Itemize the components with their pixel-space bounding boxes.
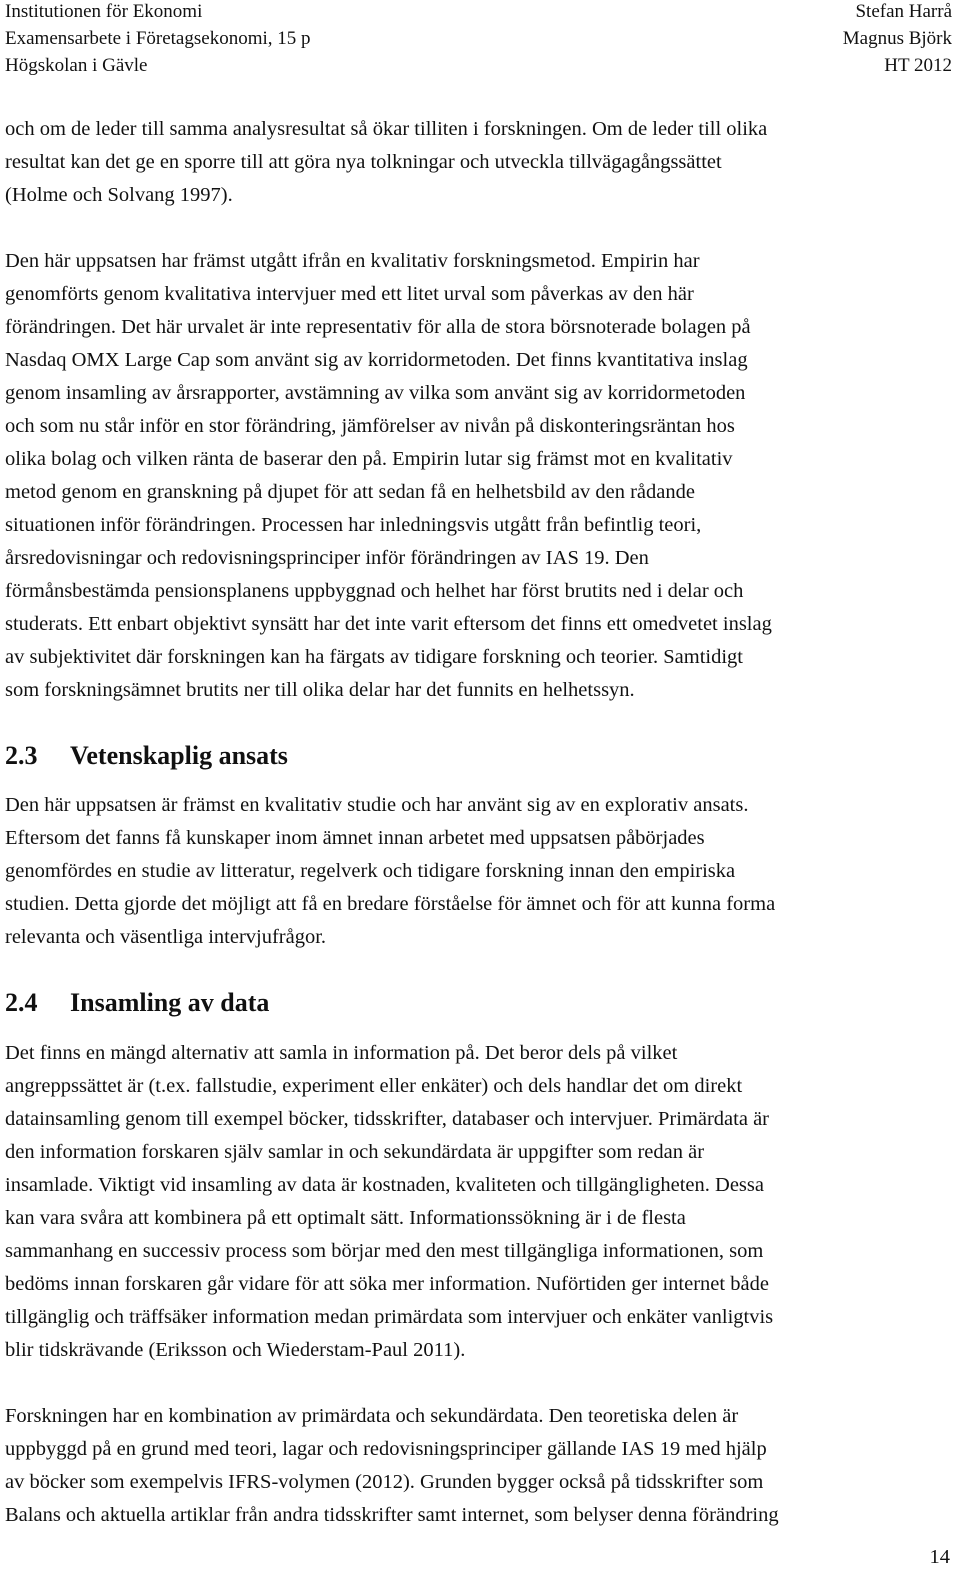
header-left-block xyxy=(5,0,311,79)
section-number: 2.3 xyxy=(5,741,38,770)
paragraph-scientific-approach: Den här uppsatsen är främst en kvalitativ studie och har använt sig av en explorativ ansats. Eftersom det fanns få kunskaper inom ämnet innan arbetet med uppsatsen påbörjades genomfördes en studie av litteratur, regelverk och tidigare forskning innan den empiriska studien. Detta gjorde det möjligt att få en bredare förståelse för ämnet och för att kunna forma relevanta och väsentliga intervjufrågor. xyxy=(5,794,776,948)
page-body xyxy=(5,113,950,1532)
header-university: Högskolan i Gävle xyxy=(5,55,148,76)
header-right-block xyxy=(843,0,952,79)
header-course: Examensarbete i Företagsekonomi, 15 p xyxy=(5,28,311,49)
section-heading-2-4 xyxy=(5,985,950,1021)
page-header xyxy=(0,0,952,82)
paragraph-continuation: och om de leder till samma analysresultat så ökar tilliten i forskningen. Om de leder till olika resultat kan det ge en sporre till att göra nya tolkningar och utveckla tillvägagångssättet (Holme och Solvang 1997). xyxy=(5,118,768,206)
section-title: Insamling av data xyxy=(70,988,270,1017)
section-heading-2-3 xyxy=(5,738,950,774)
header-author-1: Stefan Harrå xyxy=(855,1,952,22)
header-author-2: Magnus Björk xyxy=(842,28,952,49)
paragraph-primary-secondary-data: Forskningen har en kombination av primärdata och sekundärdata. Den teoretiska delen är uppbyggd på en grund med teori, lagar och redovisningsprinciper gällande IAS 19 med hjälp av böcker som exempelvis IFRS-volymen (2012). Grunden bygger också på tidsskrifter som Balans och aktuella artiklar från andra tidsskrifter samt internet, som belyser denna förändring xyxy=(5,1405,779,1526)
paragraph-data-collection: Det finns en mängd alternativ att samla in information på. Det beror dels på vilket angreppssättet är (t.ex. fallstudie, experiment eller enkäter) och dels handlar det om direkt datainsamling genom till exempel böcker, tidsskrifter, databaser och intervjuer. Primärdata är den information forskaren själv samlar in och sekundärdata är uppgifter som redan är insamlade. Viktigt vid insamling av data är kostnaden, kvaliteten och tillgängligheten. Dessa kan vara svåra att kombinera på ett optimalt sätt. Informationssökning är i de flesta sammanhang en successiv process som börjar med den mest tillgängliga informationen, som bedöms innan forskaren går vidare för att söka mer information. Nuförtiden ger internet både tillgänglig och träffsäker information medan primärdata som intervjuer och enkäter vanligtvis blir tidskrävande (Eriksson och Wiederstam-Paul 2011). xyxy=(5,1042,774,1361)
header-department: Institutionen för Ekonomi xyxy=(5,1,203,22)
paragraph-research-method: Den här uppsatsen har främst utgått ifrån en kvalitativ forskningsmetod. Empirin har genomförts genom kvalitativa intervjuer med ett litet urval som påverkas av den här förändringen. Det här urvalet är inte representativ för alla de stora börsnoterade bolagen på Nasdaq OMX Large Cap som använt sig av korridormetoden. Det finns kvantitativa inslag genom insamling av årsrapporter, avstämning av vilka som använt sig av korridormetoden och som nu står inför en stor förändring, jämförelser av nivån på diskonteringsräntan hos olika bolag och vilken ränta de baserar den på. Empirin lutar sig främst mot en kvalitativ metod genom en granskning på djupet för att sedan få en helhetsbild av den rådande situationen inför förändringen. Processen har inledningsvis utgått från befintlig teori, årsredovisningar och redovisningsprinciper inför förändringen av IAS 19. Den förmånsbestämda pensionsplanens uppbyggnad och helhet har först brutits ned i delar och studerats. Ett enbart objektivt synsätt har det inte varit eftersom det finns ett omedvetet inslag av subjektivitet där forskningen kan ha färgats av tidigare forskning och teorier. Samtidigt som forskningsämnet brutits ner till olika delar har det funnits en helhetssyn. xyxy=(5,250,772,701)
section-title: Vetenskaplig ansats xyxy=(70,741,288,770)
page-number: 14 xyxy=(929,1546,950,1568)
header-term: HT 2012 xyxy=(884,55,952,76)
section-number: 2.4 xyxy=(5,988,38,1017)
